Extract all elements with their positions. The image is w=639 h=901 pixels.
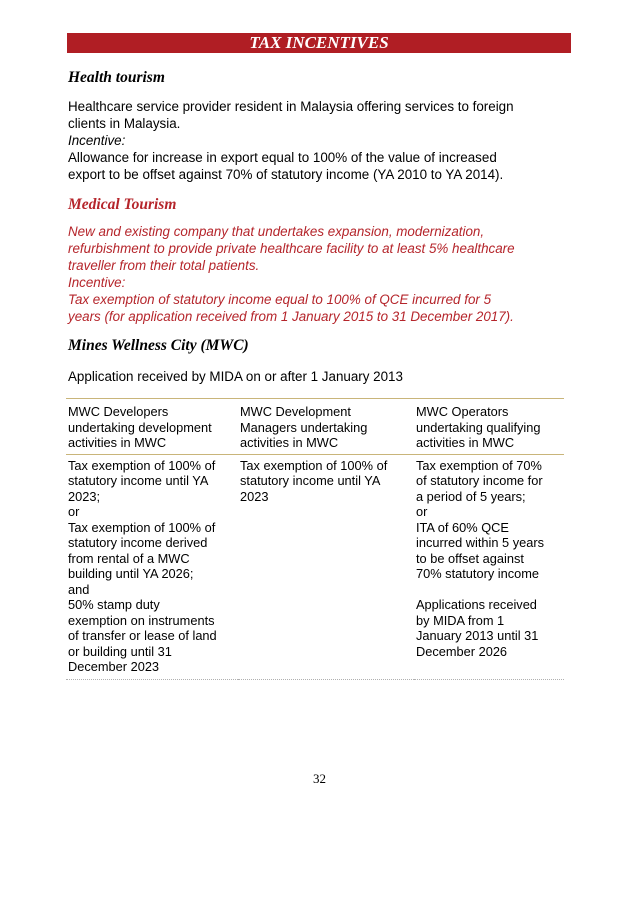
medical-line-3: traveller from their total patients. [68, 258, 260, 273]
medical-tourism-body [68, 223, 568, 325]
operators-line: 70% statutory income [416, 566, 540, 581]
health-line-4: export to be offset against 70% of statutory income (YA 2010 to YA 2014). [68, 167, 504, 182]
operators-line: by MIDA from 1 [416, 612, 505, 628]
developers-line: Tax exemption of 100% of [68, 519, 216, 535]
operators-line: of statutory income for [416, 473, 543, 488]
mwc-incentive-table [66, 398, 564, 680]
developers-line: December 2023 [68, 659, 160, 674]
mwc-intro: Application received by MIDA on or after 1 January 2013 [68, 369, 403, 384]
medical-incentive-label: Incentive: [68, 275, 126, 290]
developers-line: 2023; [68, 488, 101, 504]
operators-line: ITA of 60% QCE [416, 519, 509, 535]
health-line-2: clients in Malaysia. [68, 116, 181, 131]
medical-line-4: Tax exemption of statutory income equal to 100% of QCE incurred for 5 [68, 292, 492, 307]
header-line: MWC Development [240, 404, 351, 419]
section-banner: TAX INCENTIVES [67, 33, 571, 53]
developers-line: building until YA 2026; [68, 566, 194, 581]
medical-line-2: refurbishment to provide private healthcare facility to at least 5% healthcare [68, 241, 515, 256]
header-line: MWC Operators [416, 404, 509, 419]
header-line: undertaking qualifying [416, 419, 541, 435]
mwc-heading: Mines Wellness City (MWC) [68, 337, 249, 354]
operators-line [416, 582, 562, 598]
operators-line: a period of 5 years; [416, 488, 526, 504]
health-line-3: Allowance for increase in export equal to 100% of the value of increased [68, 150, 497, 165]
developers-line: exemption on instruments [68, 612, 215, 628]
managers-line: Tax exemption of 100% of [240, 457, 388, 473]
header-mwc-operators [414, 399, 564, 455]
developers-line: statutory income until YA [68, 473, 209, 488]
operators-line: incurred within 5 years [416, 535, 545, 550]
cell-operators-incentive [414, 454, 564, 679]
header-line: Managers undertaking [240, 419, 368, 435]
table-row [66, 454, 564, 679]
managers-line: statutory income until YA [240, 473, 381, 488]
cell-developers-incentive [66, 454, 238, 679]
header-line: activities in MWC [68, 435, 167, 450]
header-line: undertaking development [68, 419, 212, 435]
developers-line: or [68, 504, 80, 519]
page-number: 32 [313, 771, 326, 786]
developers-line: 50% stamp duty [68, 597, 160, 612]
developers-line: Tax exemption of 100% of [68, 457, 216, 473]
health-tourism-heading: Health tourism [68, 69, 165, 86]
medical-tourism-heading: Medical Tourism [68, 196, 177, 213]
operators-line: January 2013 until 31 [416, 628, 539, 643]
health-incentive-label: Incentive: [68, 133, 126, 148]
header-line: MWC Developers [68, 404, 169, 419]
medical-line-1: New and existing company that undertakes expansion, modernization, [68, 224, 485, 239]
operators-line: or [416, 504, 428, 519]
medical-line-5: years (for application received from 1 January 2015 to 31 December 2017). [68, 309, 514, 324]
developers-line: statutory income derived [68, 535, 208, 550]
developers-line: or building until 31 [68, 643, 172, 659]
operators-line: to be offset against [416, 550, 524, 566]
cell-managers-incentive [238, 454, 414, 679]
developers-line: of transfer or lease of land [68, 628, 217, 643]
operators-line: December 2026 [416, 643, 508, 659]
health-line-1: Healthcare service provider resident in Malaysia offering services to foreign [68, 99, 514, 114]
health-tourism-body [68, 98, 568, 183]
header-line: activities in MWC [240, 435, 339, 450]
header-mwc-development-managers [238, 399, 414, 455]
managers-line: 2023 [240, 488, 269, 504]
header-mwc-developers [66, 399, 238, 455]
operators-line: Applications received [416, 597, 537, 612]
header-line: activities in MWC [416, 435, 515, 450]
table-header-row [66, 399, 564, 455]
developers-line: and [68, 581, 90, 597]
operators-line: Tax exemption of 70% [416, 457, 542, 473]
developers-line: from rental of a MWC [68, 550, 190, 566]
